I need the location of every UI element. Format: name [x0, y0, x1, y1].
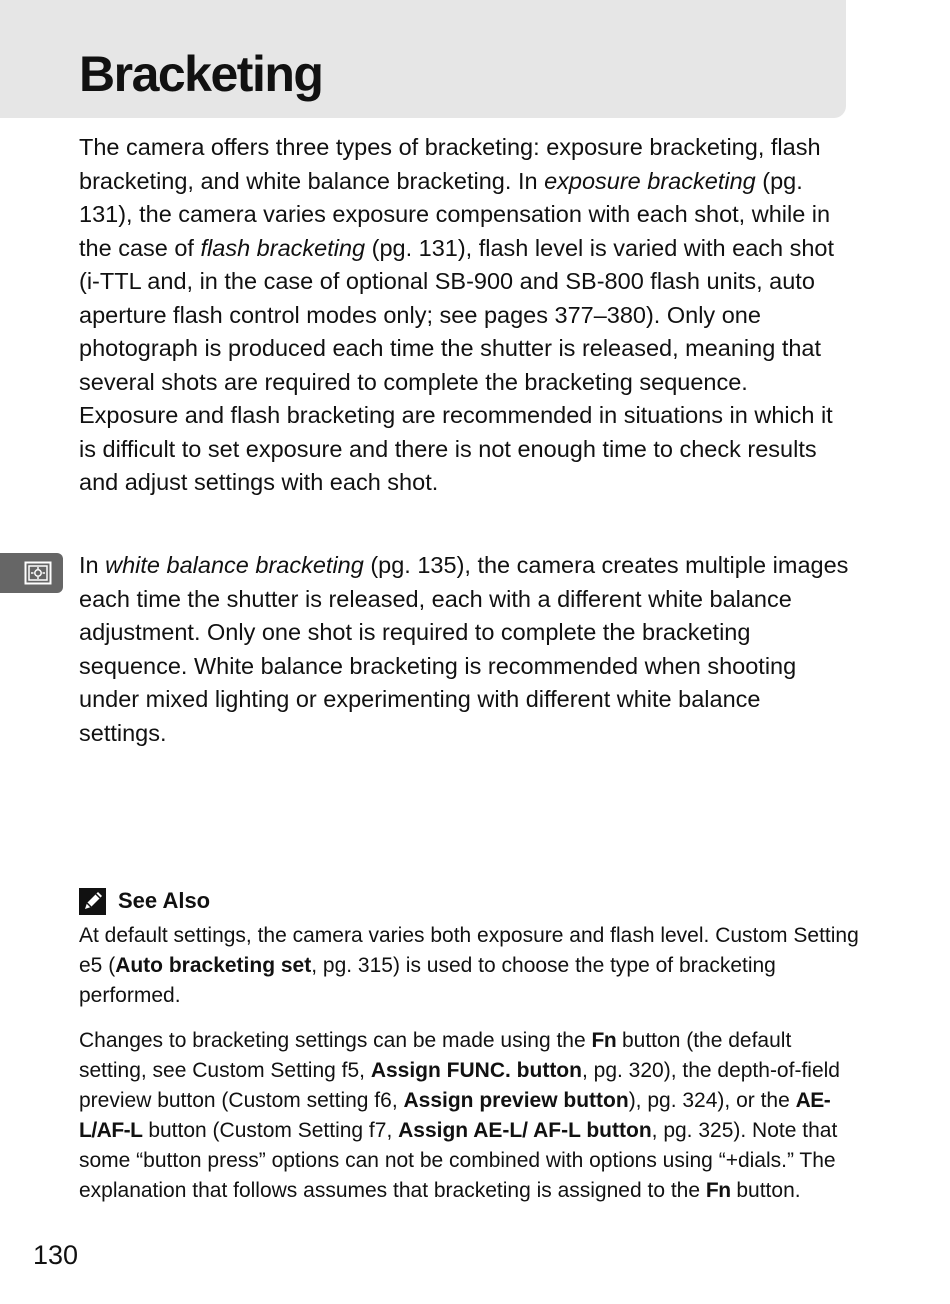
fn-button-label: Fn — [705, 1179, 731, 1202]
title-banner — [0, 0, 846, 118]
pencil-note-icon — [79, 888, 106, 915]
ae-l-af-l-button-label: AE-L/AF-L — [79, 1089, 831, 1142]
see-also-note-2: Changes to bracketing settings can be made using the Fn button (the default setting, see Custom Setting f5, Assign FUNC. button, pg. 320), the depth-of-field preview button (Custom setting f6, Assign preview button), pg. 324), or the AE-L/AF-L button (Custom Setting f7, Assign AE-L/ AF-L button, pg. 325). Note that some “button press” options can not be combined with options using “+dials.” The explanation that follows assumes that bracketing is assigned to the Fn button. — [79, 1029, 840, 1202]
white-balance-paragraph: In white balance bracketing (pg. 135), the camera creates multiple images each time the shutter is released, each with a different white balance adjustment. Only one shot is required to complete the bracketing sequence. White balance bracketing is recommended when shooting under mixed lighting or experimenting with different white balance settings. — [79, 552, 849, 746]
see-also-title: See Also — [118, 888, 211, 913]
bracketing-mode-icon — [24, 561, 52, 585]
see-also-heading — [79, 886, 210, 916]
page-number: 130 — [33, 1240, 79, 1270]
fn-button-label: Fn — [591, 1029, 617, 1052]
see-also-note-1: At default settings, the camera varies both exposure and flash level. Custom Setting e5 (Auto bracketing set, pg. 315) is used to choose the type of bracketing performed. — [79, 924, 859, 1007]
chapter-tab — [0, 553, 63, 593]
page-title: Bracketing — [79, 46, 323, 102]
intro-paragraph: The camera offers three types of bracketing: exposure bracketing, flash bracketing, and white balance bracketing. In exposure bracketing (pg. 131), the camera varies exposure compensation with each shot, while in the case of flash bracketing (pg. 131), flash level is varied with each shot (i-TTL and, in the case of optional SB-900 and SB-800 flash units, auto aperture flash control modes only; see pages 377–380). Only one photograph is produced each time the shutter is released, meaning that several shots are required to complete the bracketing sequence. Exposure and flash bracketing are recommended in situations in which it is difficult to set exposure and there is not enough time to check results and adjust settings with each shot. — [79, 134, 835, 495]
